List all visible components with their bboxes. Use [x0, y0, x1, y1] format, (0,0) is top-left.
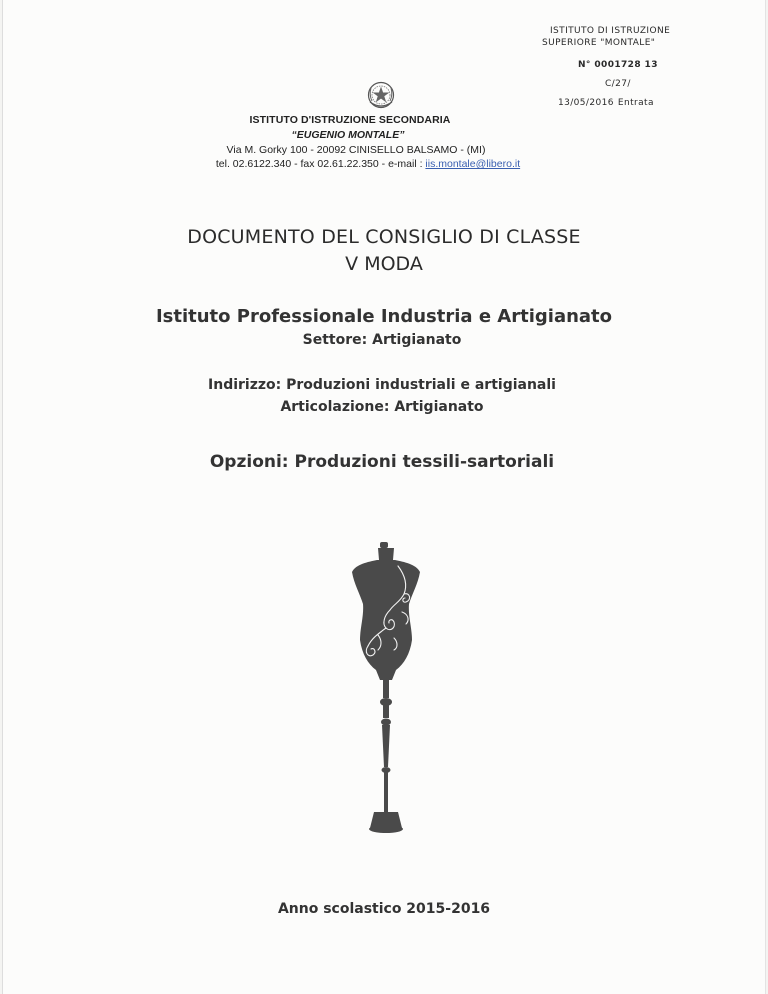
institute-type: Istituto Professionale Industria e Artigianato — [155, 306, 613, 327]
school-year: Anno scolastico 2015-2016 — [277, 901, 491, 917]
stamp-date-row — [558, 98, 654, 108]
stamp-date: 13/05/2016 — [558, 98, 614, 108]
email-link[interactable]: iis.montale@libero.it — [425, 158, 521, 170]
stamp-protocol-number: N° 0001728 13 — [578, 60, 658, 70]
stamp-direction: Entrata — [617, 98, 654, 108]
school-contacts — [0, 158, 752, 170]
options: Opzioni: Produzioni tessili-sartoriali — [209, 452, 555, 472]
stamp-classification: C/27/ — [605, 79, 631, 89]
stamp-institute-line2: SUPERIORE "MONTALE" — [542, 38, 656, 48]
contacts-text: tel. 02.6122.340 - fax 02.61.22.350 - e-mail : — [215, 158, 426, 170]
school-name: “EUGENIO MONTALE” — [291, 129, 405, 141]
stamp-institute-line1: ISTITUTO DI ISTRUZIONE — [550, 26, 671, 36]
dress-form-mannequin-icon — [338, 542, 434, 834]
italian-republic-emblem-icon — [366, 80, 396, 110]
school-type: ISTITUTO D'ISTRUZIONE SECONDARIA — [249, 114, 451, 126]
address-track: Indirizzo: Produzioni industriali e artigianali — [208, 377, 556, 393]
school-address: Via M. Gorky 100 - 20092 CINISELLO BALSAMO - (MI) — [226, 144, 486, 156]
sector: Settore: Artigianato — [302, 332, 462, 348]
document-title: DOCUMENTO DEL CONSIGLIO DI CLASSE — [187, 226, 581, 248]
class-title: V MODA — [345, 253, 423, 275]
articulation: Articolazione: Artigianato — [280, 399, 484, 415]
